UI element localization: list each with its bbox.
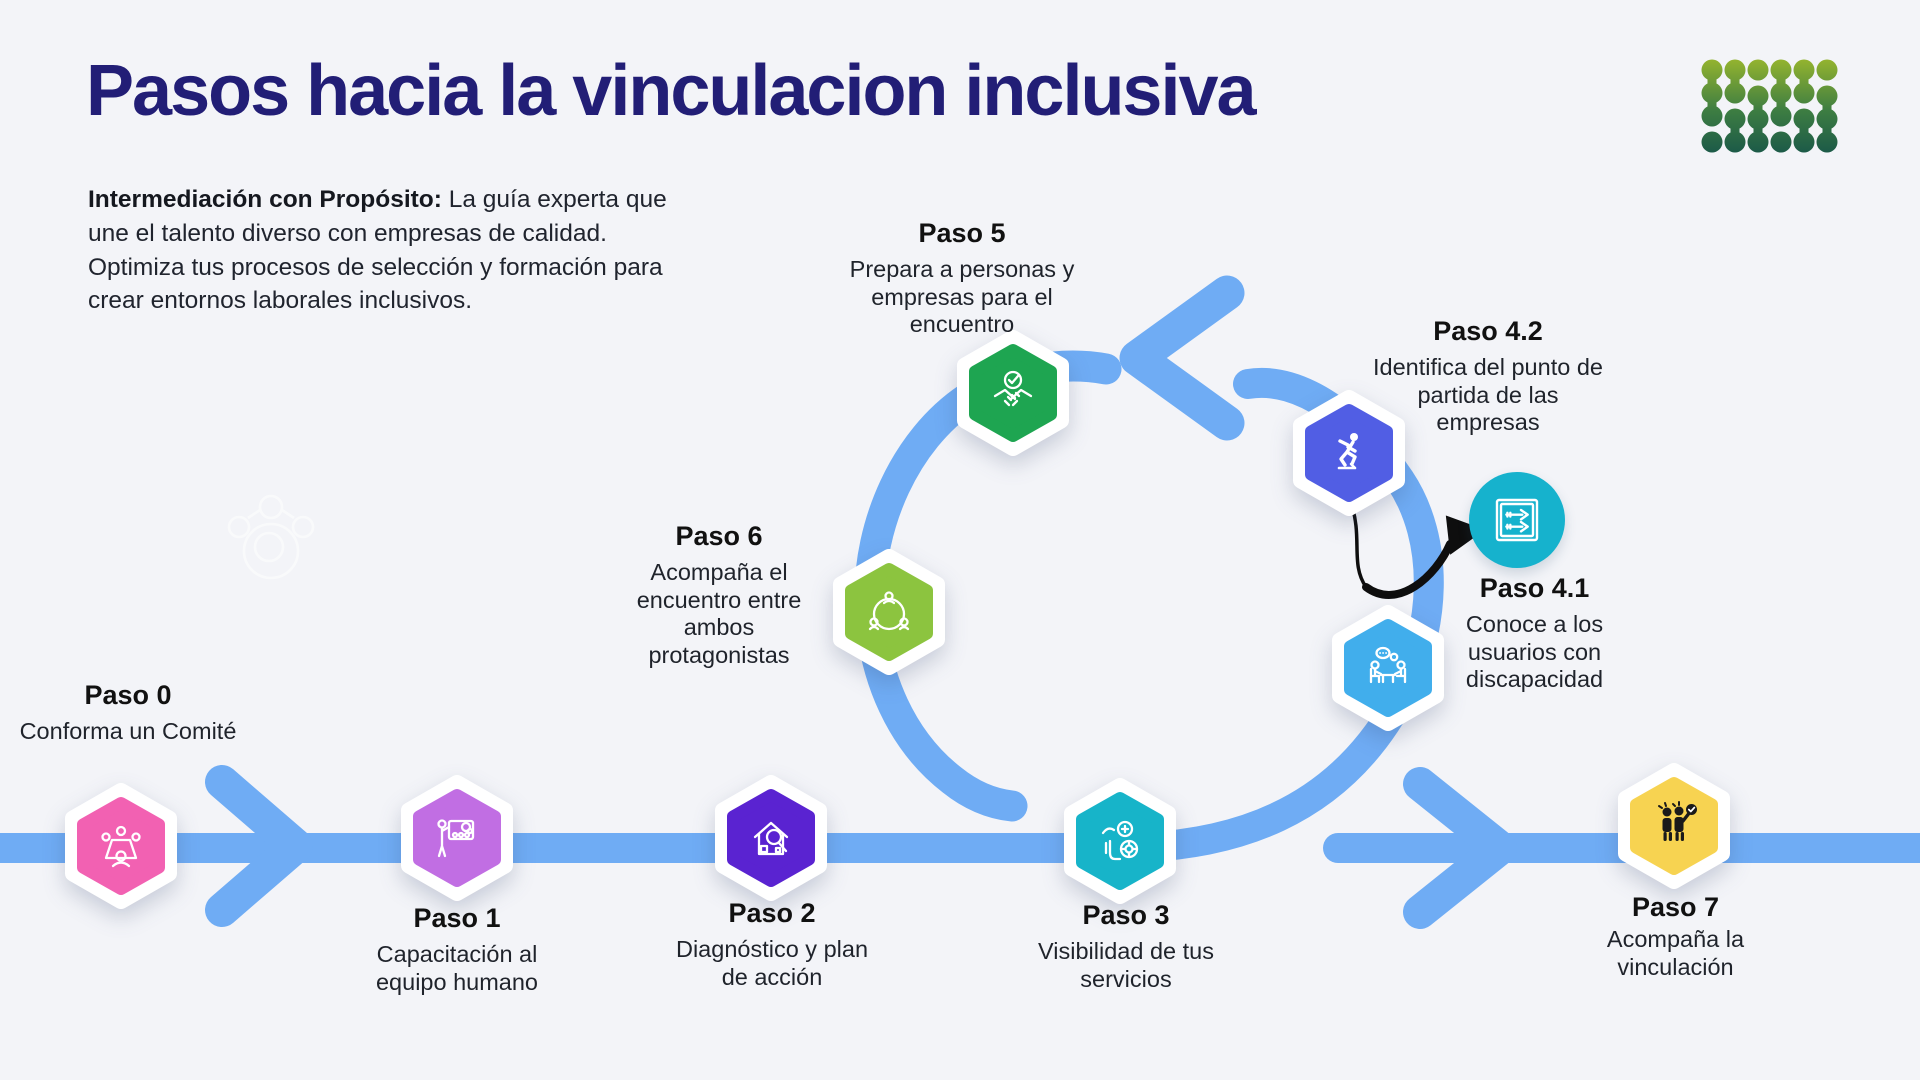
step-text-paso-5 [846, 218, 1078, 339]
hex-node-paso-6 [831, 548, 947, 676]
page-title: Pasos hacia la vinculacion inclusiva [86, 51, 1255, 131]
step-label: Paso 5 [918, 218, 1006, 248]
step-label: Paso 2 [728, 898, 816, 928]
step-label: Paso 3 [1082, 900, 1170, 930]
hex-node-paso-2 [713, 774, 829, 902]
step-label: Paso 0 [84, 680, 172, 710]
step-label: Paso 6 [675, 521, 763, 551]
hex-node-paso-3 [1062, 777, 1178, 905]
step-label: Paso 7 [1631, 892, 1720, 922]
step-desc: Acompaña el encuentro entre ambos protagonistas [636, 559, 802, 669]
step-desc: Identifica del punto de partida de las empresas [1373, 354, 1603, 436]
intro-body: La guía experta que une el talento diverso con empresas de calidad. Optimiza tus procesos de selección y formación para crear entornos laborales inclusivos. [88, 186, 667, 315]
hex-node-paso-4-1 [1330, 604, 1446, 732]
step-text-paso-4-1 [1432, 573, 1637, 694]
step-desc: Capacitación al equipo humano [375, 941, 539, 995]
step-text-paso-4-2 [1363, 316, 1613, 437]
step-label: Paso 4.1 [1479, 573, 1590, 603]
logo-dot-columns [1702, 60, 1838, 153]
detail-badge [1469, 472, 1565, 568]
step-text-paso-0 [18, 680, 238, 746]
watermark-icon [229, 496, 313, 578]
step-desc: Visibilidad de tus servicios [1038, 938, 1214, 992]
step-text-paso-7 [1568, 892, 1783, 981]
step-label: Paso 4.2 [1433, 316, 1543, 346]
hex-node-paso-5 [955, 329, 1071, 457]
step-desc: Diagnóstico y plan de acción [675, 936, 869, 990]
arrows-right-icon [1485, 488, 1549, 552]
step-text-paso-6 [613, 521, 825, 670]
brand-dots-logo [1700, 58, 1840, 154]
step-label: Paso 1 [413, 903, 501, 933]
hex-node-paso-0 [63, 782, 179, 910]
step-text-paso-2 [667, 898, 877, 991]
step-desc: Prepara a personas y empresas para el encuentro [849, 256, 1075, 338]
hex-node-paso-7 [1616, 762, 1732, 890]
step-text-paso-1 [352, 903, 562, 996]
hex-node-paso-1 [399, 774, 515, 902]
step-desc: Acompaña la vinculación [1606, 926, 1745, 980]
step-desc: Conoce a los usuarios con discapacidad [1465, 611, 1604, 693]
step-text-paso-3 [1021, 900, 1231, 993]
step-desc: Conforma un Comité [19, 718, 237, 744]
intro-lead: Intermediación con Propósito: [88, 186, 442, 213]
loop-arrowhead-icon [1137, 293, 1227, 423]
